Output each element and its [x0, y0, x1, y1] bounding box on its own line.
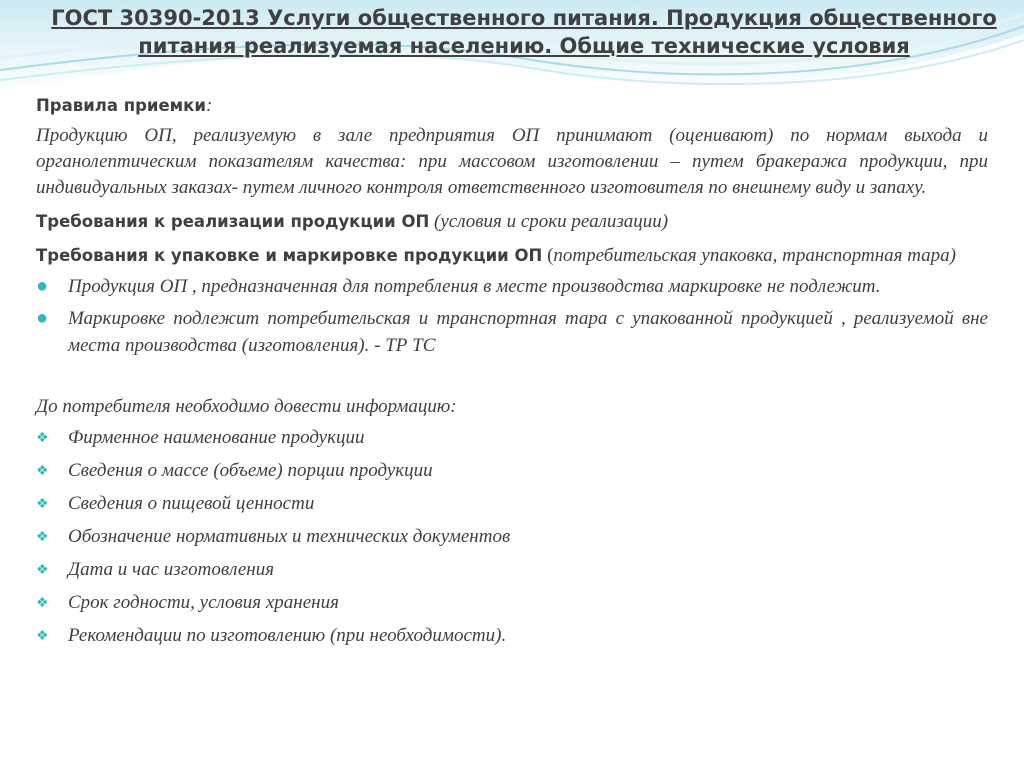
realization-line: [36, 207, 988, 236]
diamond-bullet-icon: ❖: [36, 629, 49, 644]
consumer-info-item: Фирменное наименование продукции: [68, 427, 365, 448]
consumer-info-item: Срок годности, условия хранения: [68, 592, 339, 613]
slide-body: [36, 91, 988, 652]
consumer-info-list: [36, 421, 988, 652]
consumer-info-item: Сведения о пищевой ценности: [68, 493, 315, 514]
realization-note: (условия и сроки реализации): [434, 211, 669, 232]
acceptance-text: Продукцию ОП, реализуемую в зале предприятия ОП принимают (оценивают) по нормам выхода и органолептическим показателям качества: при массовом изготовлении – путем бракеража продукции, при индивидуальных заказах- путем личного контроля ответственного изготовителя по внешнему виду и запаху.: [36, 125, 988, 198]
list-item: [36, 553, 988, 586]
consumer-info-item: Обозначение нормативных и технических документов: [68, 526, 511, 547]
list-item: [36, 421, 988, 454]
list-item: [36, 454, 988, 487]
slide-title: ГОСТ 30390-2013 Услуги общественного питания. Продукция общественного питания реализуемая населению. Общие технические условия: [51, 6, 997, 58]
packaging-heading: Требования к упаковке и маркировке продукции ОП: [36, 246, 543, 265]
consumer-info-item: Дата и час изготовления: [68, 559, 275, 580]
packaging-note-paren: (: [547, 245, 554, 266]
bullet-dot-icon: ●: [36, 275, 49, 297]
realization-heading: Требования к реализации продукции ОП: [36, 212, 430, 231]
list-item: [36, 520, 988, 553]
packaging-bullets: [36, 273, 988, 359]
list-item: [36, 619, 988, 652]
list-item: [36, 305, 988, 359]
diamond-bullet-icon: ❖: [36, 530, 49, 545]
packaging-bullet-text: Продукция ОП , предназначенная для потребления в месте производства маркировке не подлежит.: [68, 276, 881, 297]
acceptance-heading: Правила приемки: [36, 96, 206, 115]
consumer-info-item: Рекомендации по изготовлению (при необходимости).: [68, 625, 507, 646]
bullet-dot-icon: ●: [36, 307, 49, 329]
list-item: [36, 273, 988, 300]
diamond-bullet-icon: ❖: [36, 431, 49, 446]
consumer-info-intro: До потребителя необходимо довести информацию:: [36, 396, 457, 417]
acceptance-heading-colon: :: [205, 95, 213, 116]
consumer-info-item: Сведения о массе (объеме) порции продукции: [68, 460, 433, 481]
packaging-line: [36, 243, 988, 269]
diamond-bullet-icon: ❖: [36, 596, 49, 611]
packaging-bullet-text: Маркировке подлежит потребительская и транспортная тара с упакованной продукцией , реализуемой вне места производства (изготовления). - ТР ТС: [68, 308, 988, 356]
packaging-note: потребительская упаковка, транспортная тара): [553, 245, 956, 266]
list-item: [36, 487, 988, 520]
diamond-bullet-icon: ❖: [36, 464, 49, 479]
acceptance-heading-line: [36, 91, 988, 120]
list-item: [36, 586, 988, 619]
diamond-bullet-icon: ❖: [36, 497, 49, 512]
diamond-bullet-icon: ❖: [36, 563, 49, 578]
